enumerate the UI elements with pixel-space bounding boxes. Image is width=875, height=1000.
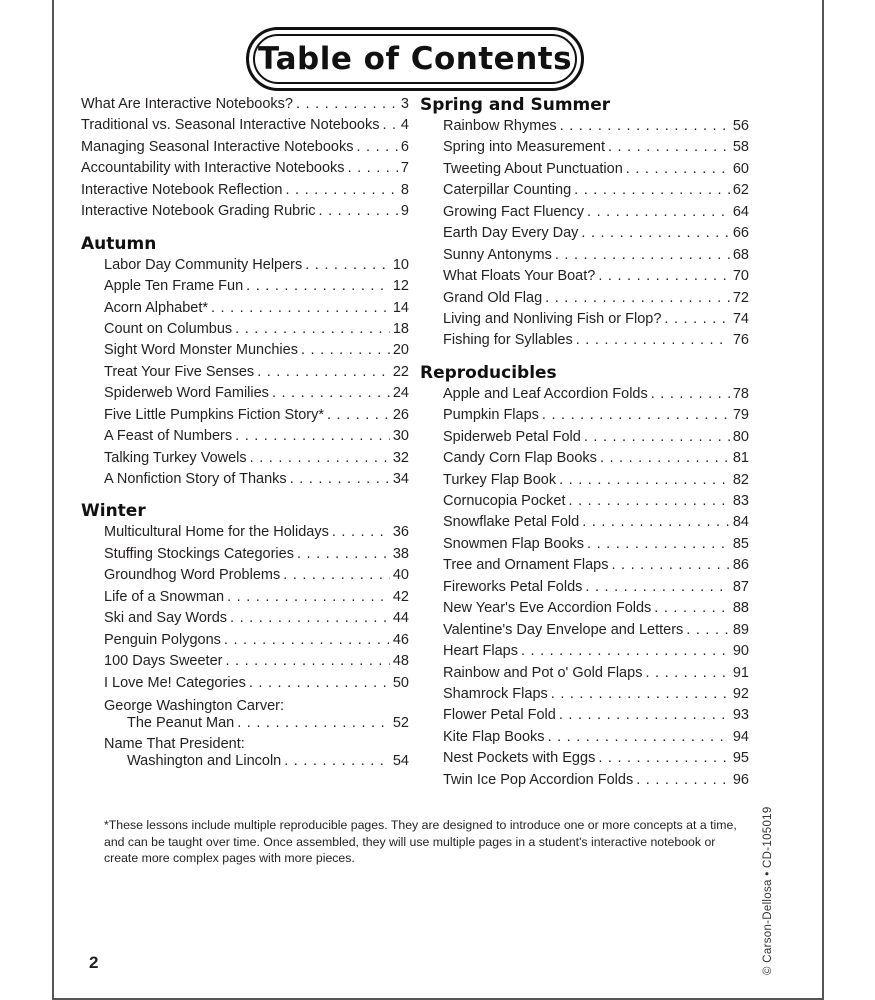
toc-entry-label: Nest Pockets with Eggs: [443, 750, 596, 767]
toc-entry-label: Five Little Pumpkins Fiction Story*: [104, 406, 324, 423]
toc-entry-label: Heart Flaps: [443, 643, 518, 660]
toc-page-number: 90: [732, 643, 749, 660]
toc-entry-label: Tree and Ornament Flaps: [443, 557, 609, 574]
toc-entry-label: Spiderweb Word Families: [104, 385, 269, 402]
toc-entry-label: George Washington Carver:: [104, 697, 284, 714]
toc-entry-label: Sight Word Monster Munchies: [104, 342, 298, 359]
toc-entry-label: Candy Corn Flap Books: [443, 450, 597, 467]
footnote: *These lessons include multiple reproducible pages. They are designed to introduce one or more concepts at a time, and can be taught over time. Once assembled, they will use multiple pages in a student's interactive notebook or create more complex pages with more pieces.: [104, 818, 737, 865]
toc-entry-label: Living and Nonliving Fish or Flop?: [443, 310, 662, 327]
toc-entry: [443, 663, 749, 684]
toc-entry: [443, 330, 749, 351]
toc-entry-label: Acorn Alphabet*: [104, 299, 208, 316]
toc-entry: [443, 684, 749, 705]
toc-entry: [443, 245, 749, 266]
toc-page-number: 4: [400, 117, 409, 134]
dot-leader: [686, 620, 730, 641]
toc-page-number: 24: [392, 385, 409, 402]
section-gap: [81, 223, 409, 233]
dot-leader: [283, 565, 390, 586]
toc-entry-label: Count on Columbus: [104, 320, 233, 337]
toc-page-number: 76: [732, 332, 749, 349]
toc-entry: [443, 116, 749, 137]
toc-page-number: 94: [732, 728, 749, 745]
toc-entry-label: Apple and Leaf Accordion Folds: [443, 385, 648, 402]
toc-page-number: 52: [392, 714, 409, 731]
section-heading: Reproducibles: [420, 362, 557, 383]
dot-leader: [521, 641, 730, 662]
toc-entry-label: Valentine's Day Envelope and Letters: [443, 621, 684, 638]
toc-entry-label: Ski and Say Words: [104, 610, 228, 627]
toc-page-number: 3: [400, 96, 409, 112]
dot-leader: [211, 298, 390, 319]
dot-leader: [286, 180, 398, 201]
page-title: Table of Contents: [253, 34, 577, 84]
toc-entry-label: Stuffing Stockings Categories: [104, 545, 294, 562]
toc-entry-label: A Nonfiction Story of Thanks: [104, 471, 287, 487]
toc-entry: [104, 340, 409, 361]
toc-entry-label: Kite Flap Books: [443, 728, 545, 745]
dot-leader: [305, 255, 390, 276]
toc-entry: [104, 544, 409, 565]
dot-leader: [587, 534, 730, 555]
toc-entry: [443, 405, 749, 426]
dot-leader: [382, 115, 397, 136]
toc-entry-label: Treat Your Five Senses: [104, 363, 255, 380]
dot-leader: [626, 159, 730, 180]
dot-leader: [569, 491, 730, 512]
toc-entry-label: I Love Me! Categories: [104, 674, 246, 691]
toc-entry-row: [127, 714, 409, 732]
dot-leader: [319, 201, 398, 222]
toc-page-number: 82: [732, 471, 749, 488]
toc-entry: [104, 298, 409, 319]
toc-page-number: 22: [392, 363, 409, 380]
dot-leader: [542, 405, 730, 426]
dot-leader: [587, 202, 730, 223]
toc-page-number: 7: [400, 160, 409, 177]
toc-entry: [443, 384, 749, 405]
toc-page-number: 36: [392, 524, 409, 541]
section-heading: Spring and Summer: [420, 95, 611, 115]
dot-leader: [227, 587, 390, 608]
section-heading: Winter: [81, 501, 146, 522]
dot-leader: [327, 405, 390, 426]
toc-entry-label: Washington and Lincoln: [127, 752, 282, 769]
toc-entry-label: Labor Day Community Helpers: [104, 256, 303, 273]
toc-page-number: 32: [392, 449, 409, 466]
dot-leader: [235, 426, 390, 447]
toc-entry-label: Flower Petal Fold: [443, 707, 556, 724]
toc-page-number: 70: [732, 268, 749, 285]
toc-entry: [443, 512, 749, 533]
toc-entry-label: Name That President:: [104, 735, 245, 752]
toc-entry-label: Fishing for Syllables: [443, 332, 573, 349]
dot-leader: [559, 470, 730, 491]
dot-leader: [651, 384, 730, 405]
toc-right-column: [420, 94, 749, 791]
toc-page-number: 78: [732, 385, 749, 402]
toc-page-number: 9: [400, 203, 409, 220]
dot-leader: [555, 245, 730, 266]
toc-entry-label: Accountability with Interactive Notebooks: [81, 160, 345, 177]
dot-leader: [598, 266, 730, 287]
toc-page-number: 62: [732, 182, 749, 199]
toc-page-number: 54: [392, 752, 409, 769]
toc-entry-label: Managing Seasonal Interactive Notebooks: [81, 138, 354, 155]
toc-page-number: 20: [392, 342, 409, 359]
toc-entry: [104, 405, 409, 426]
toc-entry: [443, 748, 749, 769]
toc-page-number: 48: [392, 653, 409, 670]
toc-page-number: 14: [392, 299, 409, 316]
toc-entry-label: Tweeting About Punctuation: [443, 160, 623, 177]
toc-page-number: 74: [732, 310, 749, 327]
toc-entry-label: Interactive Notebook Grading Rubric: [81, 203, 316, 220]
toc-entry: [81, 137, 409, 158]
toc-entry: [104, 383, 409, 404]
toc-page-number: 89: [732, 621, 749, 638]
toc-entry: [104, 319, 409, 340]
section-gap: [81, 490, 409, 500]
toc-entry: [104, 522, 409, 543]
toc-page-number: 12: [392, 278, 409, 295]
toc-page-number: 44: [392, 610, 409, 627]
dot-leader: [290, 469, 390, 490]
dot-leader: [284, 752, 390, 770]
toc-entry-label: Interactive Notebook Reflection: [81, 181, 283, 198]
toc-page-number: 85: [732, 535, 749, 552]
dot-leader: [296, 94, 398, 115]
toc-entry: [443, 448, 749, 469]
toc-entry: [104, 255, 409, 276]
toc-entry: [443, 705, 749, 726]
dot-leader: [551, 684, 730, 705]
toc-entry: [443, 641, 749, 662]
title-banner: [246, 27, 584, 91]
section-heading: Autumn: [81, 233, 157, 254]
toc-entry-label: Fireworks Petal Folds: [443, 578, 583, 595]
toc-entry: [104, 362, 409, 383]
toc-entry: [443, 727, 749, 748]
dot-leader: [225, 651, 389, 672]
toc-entry: [81, 94, 409, 115]
toc-page-number: 92: [732, 685, 749, 702]
dot-leader: [600, 448, 730, 469]
toc-entry: [104, 565, 409, 586]
toc-page-number: 79: [732, 407, 749, 424]
toc-entry-label: Snowmen Flap Books: [443, 535, 585, 552]
toc-entry-label: Snowflake Petal Fold: [443, 514, 580, 531]
toc-page-number: 87: [732, 578, 749, 595]
toc-page-number: 84: [732, 514, 749, 531]
toc-page-number: 46: [392, 631, 409, 648]
toc-entry-label: Traditional vs. Seasonal Interactive Notebooks: [81, 117, 380, 134]
dot-leader: [574, 180, 730, 201]
toc-entry: [443, 577, 749, 598]
toc-page-number: 96: [732, 771, 749, 788]
toc-entry-multiline: [81, 698, 409, 732]
toc-entry-label: Life of a Snowman: [104, 588, 225, 605]
dot-leader: [545, 288, 730, 309]
toc-left-column: [81, 94, 409, 770]
toc-page-number: 88: [732, 600, 749, 617]
dot-leader: [348, 158, 398, 179]
dot-leader: [237, 714, 390, 732]
toc-page-number: 40: [392, 567, 409, 584]
toc-page-number: 10: [392, 256, 409, 273]
toc-entry-label: Cornucopia Pocket: [443, 493, 566, 509]
dot-leader: [257, 362, 390, 383]
toc-entry: [443, 288, 749, 309]
toc-page-number: 56: [732, 118, 749, 134]
toc-entry-label: Rainbow and Pot o' Gold Flaps: [443, 664, 643, 681]
page-number: 2: [89, 953, 99, 972]
toc-entry-label: What Floats Your Boat?: [443, 268, 596, 285]
toc-entry-label: Growing Fact Fluency: [443, 203, 585, 220]
toc-page-number: 66: [732, 225, 749, 242]
toc-page-number: 83: [732, 493, 749, 509]
toc-entry: [443, 266, 749, 287]
toc-entry-label: Earth Day Every Day: [443, 225, 579, 242]
toc-entry-label: Apple Ten Frame Fun: [104, 278, 244, 295]
toc-entry-label: Turkey Flap Book: [443, 471, 557, 488]
toc-page-number: 72: [732, 289, 749, 306]
dot-leader: [636, 770, 730, 791]
toc-entry: [443, 555, 749, 576]
dot-leader: [297, 544, 390, 565]
toc-page-number: 80: [732, 428, 749, 445]
toc-entry: [104, 276, 409, 297]
dot-leader: [356, 137, 397, 158]
toc-entry-label: Multicultural Home for the Holidays: [104, 524, 329, 541]
toc-page-number: 34: [392, 471, 409, 487]
toc-entry: [104, 448, 409, 469]
toc-page-number: 26: [392, 406, 409, 423]
toc-page-number: 68: [732, 246, 749, 263]
toc-page-number: 58: [732, 139, 749, 156]
toc-entry: [104, 630, 409, 651]
toc-entry: [443, 309, 749, 330]
dot-leader: [581, 223, 729, 244]
dot-leader: [230, 608, 390, 629]
toc-entry-label: Talking Turkey Vowels: [104, 449, 247, 466]
dot-leader: [246, 276, 390, 297]
dot-leader: [559, 705, 730, 726]
toc-page-number: 50: [392, 674, 409, 691]
toc-entry: [443, 427, 749, 448]
toc-entry-label: A Feast of Numbers: [104, 428, 233, 445]
toc-entry-multiline: [81, 736, 409, 770]
toc-page-number: 86: [732, 557, 749, 574]
toc-entry: [81, 180, 409, 201]
dot-leader: [585, 577, 729, 598]
dot-leader: [249, 673, 390, 694]
toc-page-number: 91: [732, 664, 749, 681]
dot-leader: [611, 555, 729, 576]
toc-entry-label: What Are Interactive Notebooks?: [81, 96, 293, 112]
toc-page-number: 93: [732, 707, 749, 724]
toc-entry-label: Groundhog Word Problems: [104, 567, 281, 584]
toc-entry-label: Caterpillar Counting: [443, 182, 572, 199]
dot-leader: [548, 727, 730, 748]
toc-entry: [443, 470, 749, 491]
toc-entry: [443, 202, 749, 223]
dot-leader: [224, 630, 390, 651]
toc-entry: [81, 158, 409, 179]
toc-entry: [443, 620, 749, 641]
toc-entry-label: Rainbow Rhymes: [443, 118, 557, 134]
dot-leader: [560, 116, 730, 137]
toc-entry: [443, 770, 749, 791]
toc-entry-label: Penguin Polygons: [104, 631, 221, 648]
section-gap: [420, 352, 749, 362]
dot-leader: [584, 427, 730, 448]
toc-entry-label: Shamrock Flaps: [443, 685, 548, 702]
toc-entry: [81, 115, 409, 136]
dot-leader: [645, 663, 729, 684]
toc-entry: [104, 608, 409, 629]
toc-entry-label: Pumpkin Flaps: [443, 407, 539, 424]
dot-leader: [654, 598, 730, 619]
dot-leader: [576, 330, 730, 351]
toc-page-number: 30: [392, 428, 409, 445]
toc-entry: [443, 223, 749, 244]
toc-page-number: 6: [400, 138, 409, 155]
dot-leader: [598, 748, 730, 769]
toc-page-number: 18: [392, 320, 409, 337]
toc-entry: [443, 180, 749, 201]
toc-entry-label: Twin Ice Pop Accordion Folds: [443, 771, 634, 788]
toc-entry: [443, 159, 749, 180]
toc-page-number: 60: [732, 160, 749, 177]
toc-entry-label: 100 Days Sweeter: [104, 653, 223, 670]
dot-leader: [664, 309, 729, 330]
toc-entry: [443, 598, 749, 619]
toc-entry-label: Spiderweb Petal Fold: [443, 428, 581, 445]
toc-entry-label: New Year's Eve Accordion Folds: [443, 600, 652, 617]
toc-entry-row: [127, 752, 409, 770]
toc-entry: [104, 651, 409, 672]
toc-entry: [443, 534, 749, 555]
dot-leader: [582, 512, 730, 533]
dot-leader: [301, 340, 390, 361]
dot-leader: [272, 383, 390, 404]
toc-entry-label: The Peanut Man: [127, 714, 235, 731]
toc-page-number: 95: [732, 750, 749, 767]
toc-entry: [104, 469, 409, 490]
toc-entry-label: Sunny Antonyms: [443, 246, 552, 263]
dot-leader: [332, 522, 390, 543]
toc-page-number: 81: [732, 450, 749, 467]
toc-page-number: 38: [392, 545, 409, 562]
toc-entry: [443, 137, 749, 158]
dot-leader: [608, 137, 730, 158]
toc-entry: [443, 491, 749, 512]
toc-entry-label: Grand Old Flag: [443, 289, 543, 306]
toc-page-number: 42: [392, 588, 409, 605]
toc-page-number: 64: [732, 203, 749, 220]
toc-entry: [104, 673, 409, 694]
toc-entry-label: Spring into Measurement: [443, 139, 605, 156]
toc-entry: [81, 201, 409, 222]
toc-page-number: 8: [400, 181, 409, 198]
dot-leader: [250, 448, 390, 469]
copyright-notice: © Carson-Dellosa • CD-105019: [762, 806, 774, 975]
toc-entry: [104, 426, 409, 447]
dot-leader: [235, 319, 390, 340]
toc-entry: [104, 587, 409, 608]
